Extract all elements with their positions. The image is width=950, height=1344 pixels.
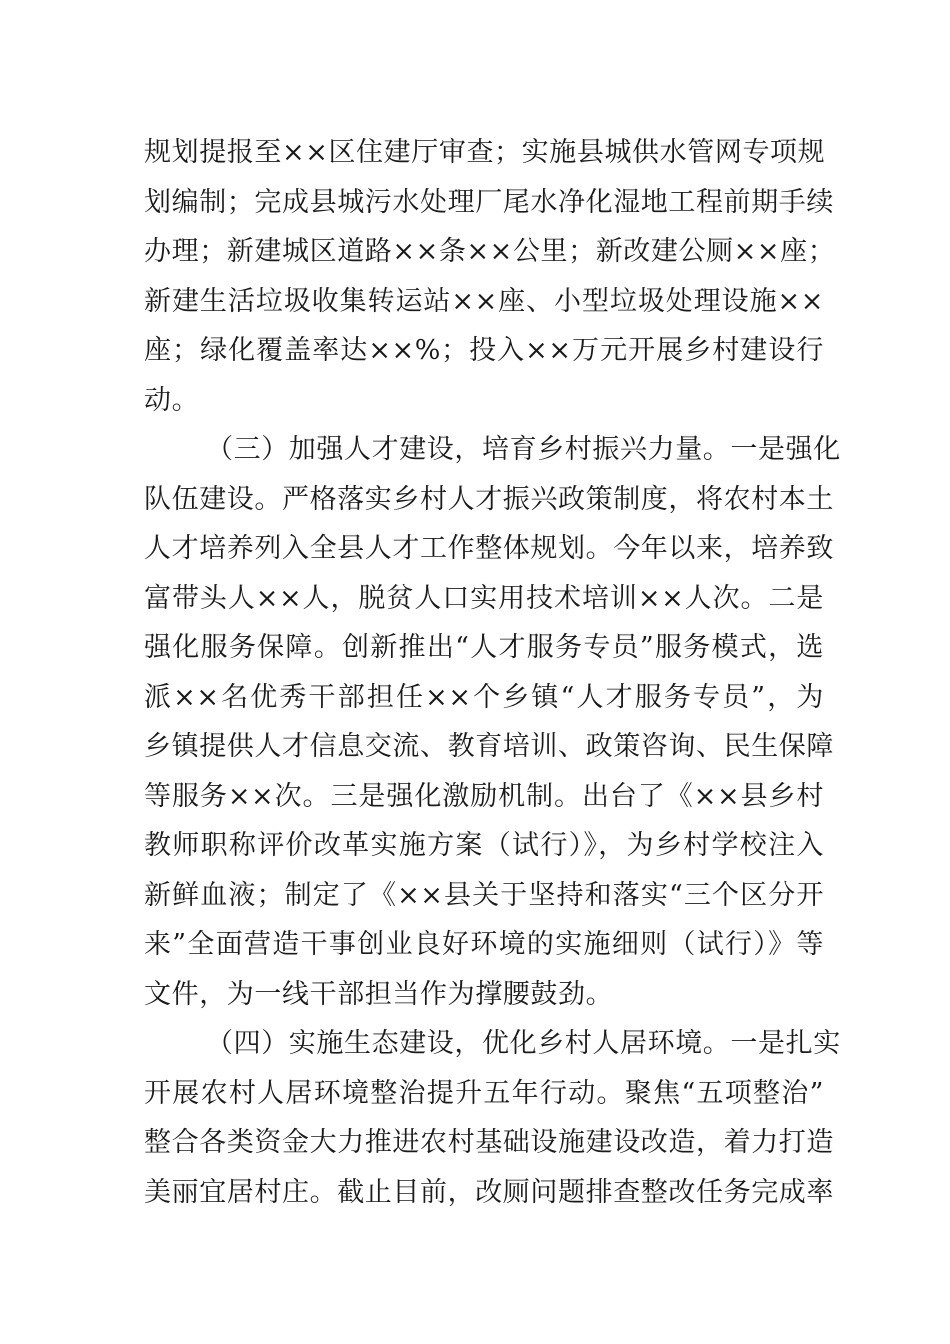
section-heading-line: （四）实施生态建设，优化乡村人居环境。一是扎实: [206, 1028, 841, 1059]
text-line: 开展农村人居环境整治提升五年行动。聚焦“五项整治”: [144, 1077, 824, 1109]
text-line: 划编制；完成县城污水处理厂尾水净化湿地工程前期手续: [144, 186, 834, 218]
text-line: 文件，为一线干部担当作为撑腰鼓劲。: [144, 978, 614, 1010]
text-line: 派××名优秀干部担任××个乡镇“人才服务专员”，为: [144, 681, 824, 713]
paragraph-ecological-building: [144, 1019, 841, 1217]
document-body: [144, 128, 841, 1217]
text-line: 美丽宜居村庄。截止目前，改厕问题排查整改任务完成率: [144, 1176, 834, 1208]
text-line: 人才培养列入全县人才工作整体规划。今年以来，培养致: [144, 533, 834, 564]
text-line: 规划提报至××区住建厅审查；实施县城供水管网专项规: [144, 137, 826, 168]
text-line: 整合各类资金大力推进农村基础设施建设改造，着力打造: [144, 1127, 834, 1158]
text-line: 等服务××次。三是强化激励机制。出台了《××县乡村: [144, 780, 824, 812]
text-line: 队伍建设。严格落实乡村人才振兴政策制度，将农村本土: [144, 483, 834, 515]
text-line: 强化服务保障。创新推出“人才服务专员”服务模式，选: [144, 632, 824, 663]
text-line: 办理；新建城区道路××条××公里；新改建公厕××座；: [144, 236, 836, 267]
section-heading-line: （三）加强人才建设，培育乡村振兴力量。一是强化: [206, 434, 841, 465]
text-line: 来”全面营造干事创业良好环境的实施细则（试行）》等: [144, 929, 824, 960]
paragraph-talent-building: [144, 425, 841, 1019]
paragraph-continued: [144, 128, 836, 425]
text-line: 座；绿化覆盖率达××%；投入××万元开展乡村建设行: [144, 335, 824, 366]
text-line: 教师职称评价改革实施方案（试行）》，为乡村学校注入: [144, 830, 824, 861]
text-line: 新建生活垃圾收集转运站××座、小型垃圾处理设施××: [144, 285, 824, 317]
text-line: 动。: [144, 384, 200, 416]
text-line: 新鲜血液；制定了《××县关于坚持和落实“三个区分开: [144, 879, 824, 911]
text-line: 乡镇提供人才信息交流、教育培训、政策咨询、民生保障: [144, 731, 834, 762]
text-line: 富带头人××人，脱贫人口实用技术培训××人次。二是: [144, 582, 824, 614]
